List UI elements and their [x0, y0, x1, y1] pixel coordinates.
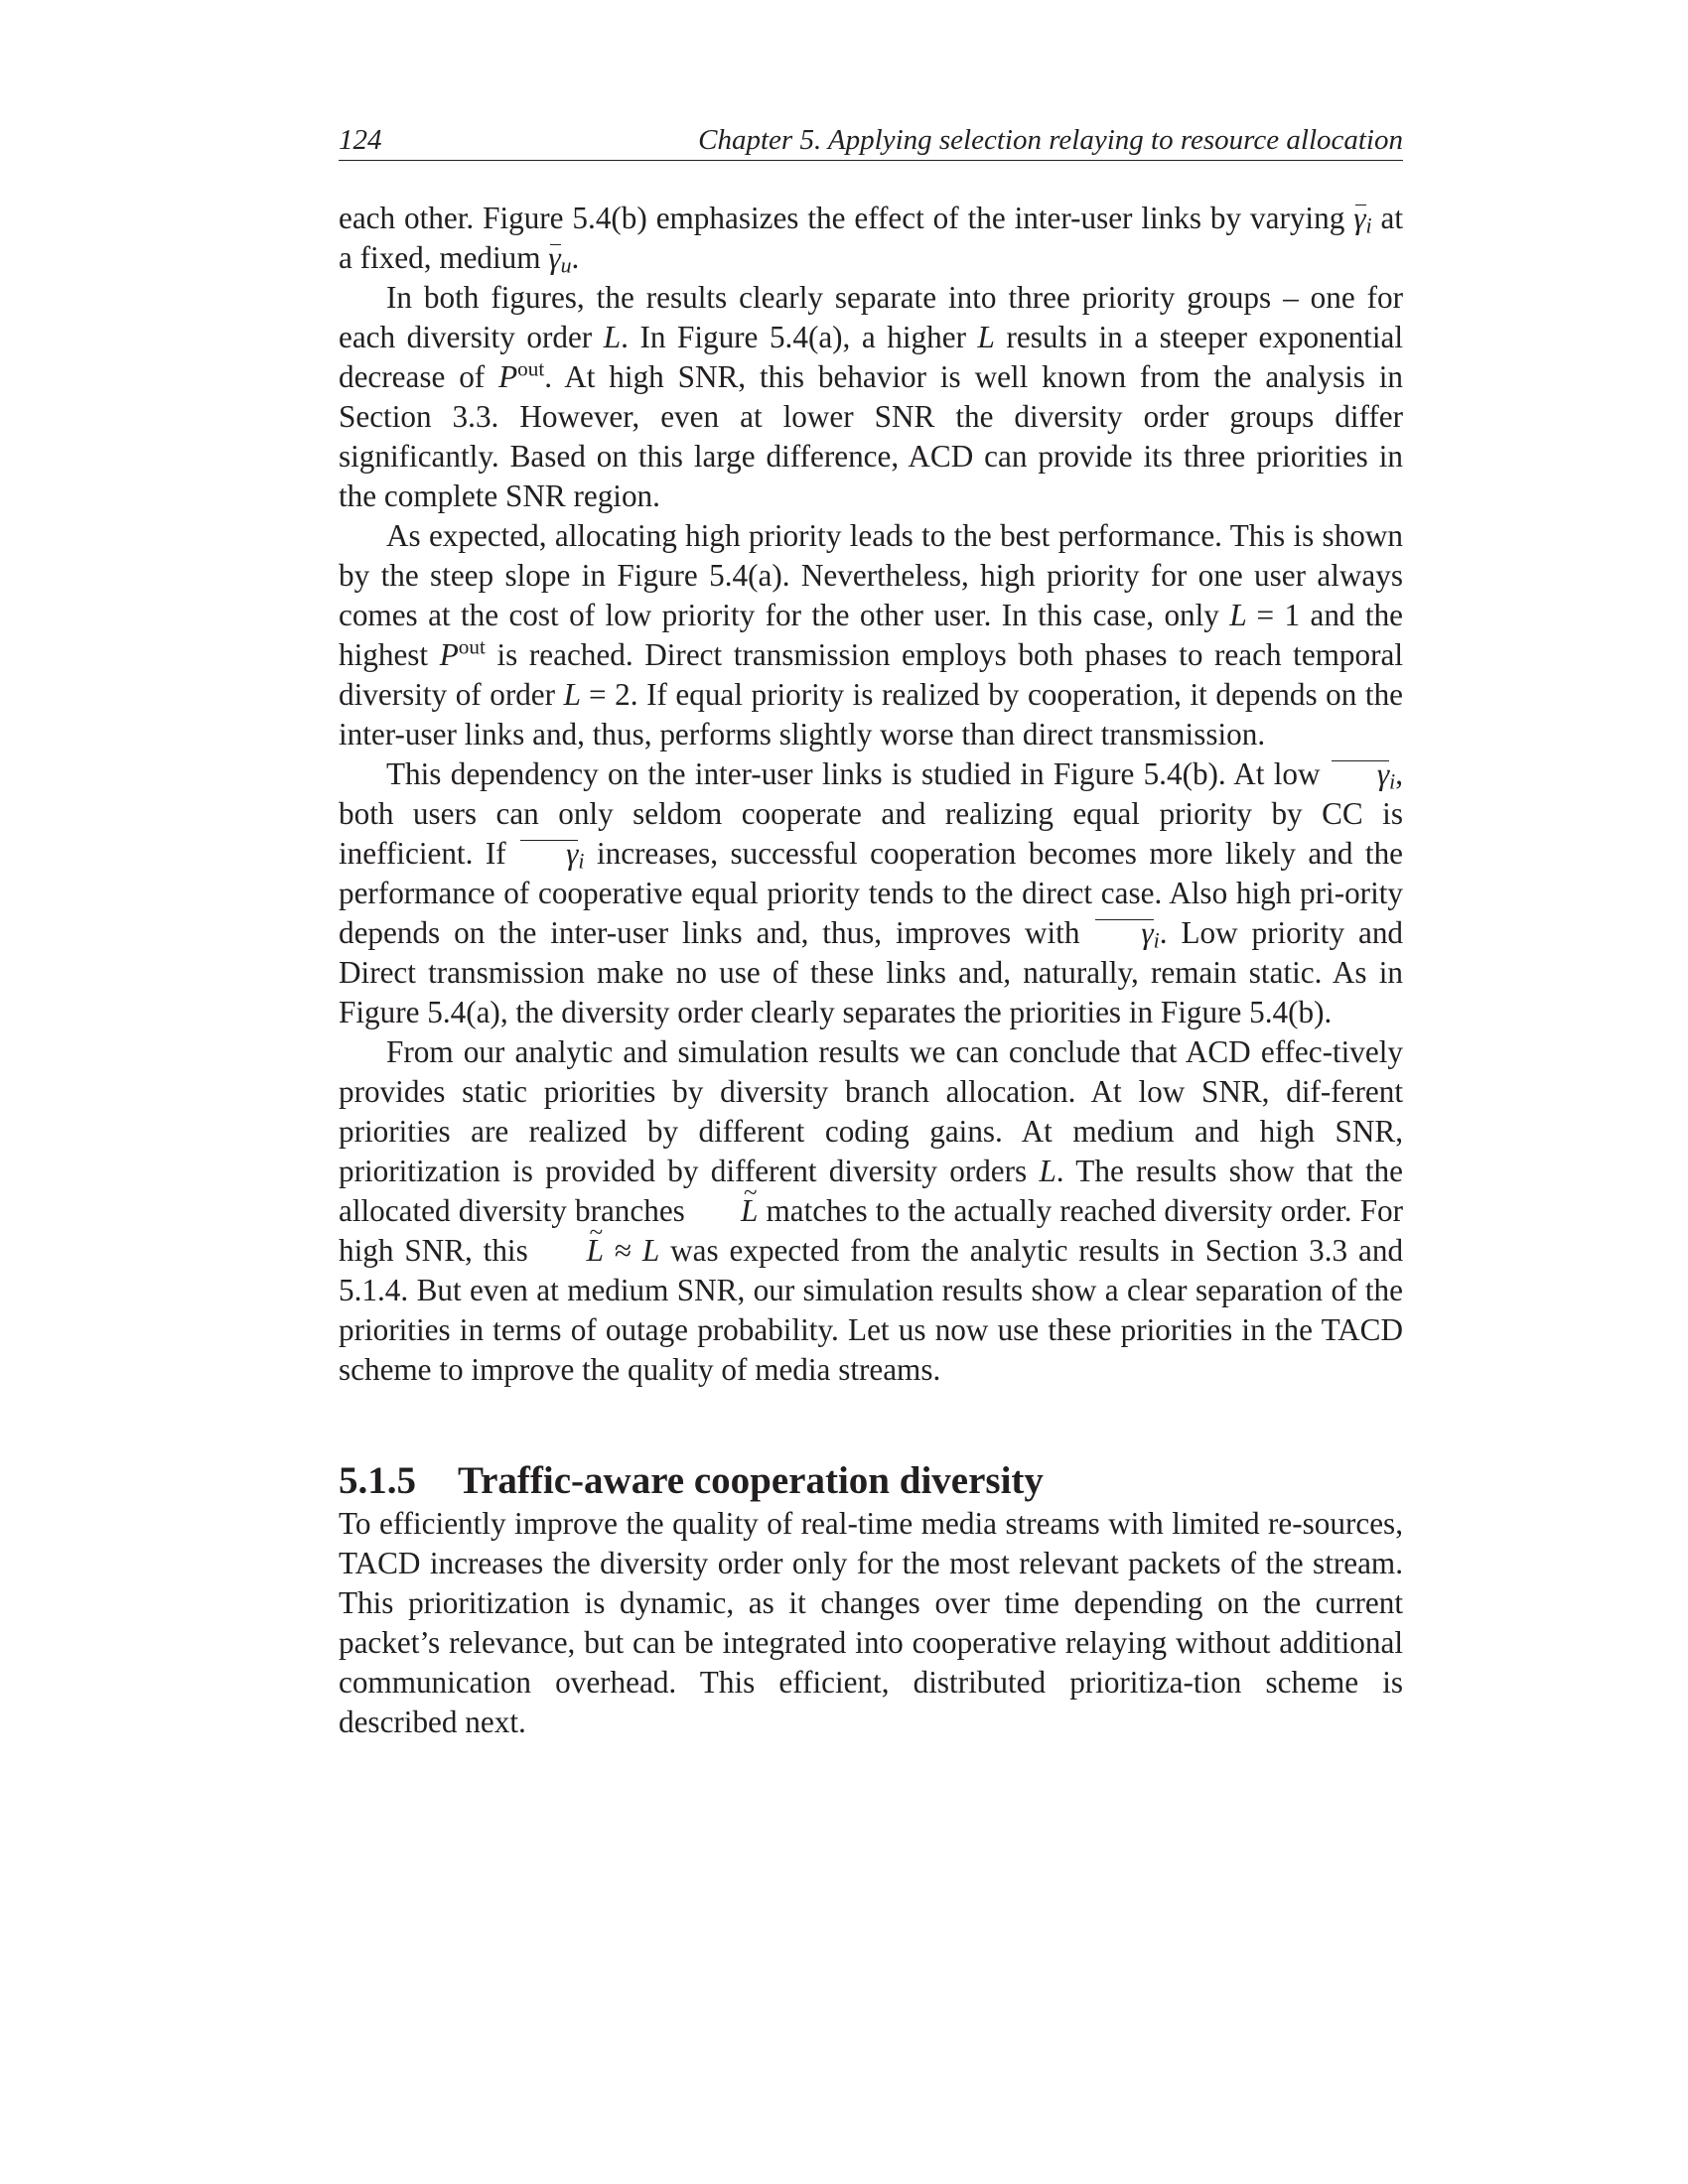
- equation-l-1: [1229, 598, 1300, 632]
- approx-symbol: ≈: [614, 1233, 632, 1268]
- p3-text-4: . If equal priority is realized by cooperation, it depends on the inter-user links and, thus, performs slightly worse than direct transmission.: [339, 677, 1404, 751]
- subscript-i: i: [1153, 928, 1160, 953]
- gamma-bar-i: [1093, 915, 1160, 953]
- diversity-order-L: L: [603, 320, 622, 354]
- p2-text-1: In both figures, the results clearly separate into three priority groups – one for each diversity order: [339, 280, 1403, 354]
- superscript-out: out: [517, 356, 545, 381]
- p3-text-3: is reached. Direct transmission employs both phases to reach temporal diversity of order: [339, 637, 1403, 712]
- p5-text-3: matches to the actually reached diversity order. For high SNR, this: [339, 1193, 1404, 1268]
- gamma-symbol: γ: [1353, 199, 1365, 238]
- subscript-i: i: [578, 849, 585, 874]
- p5-text-4: was expected from the analytic results in Section 3.3 and 5.1.4. But even at medium SNR, our simulation results show a clear separation of the priorities in terms of outage probability. Let us now use these priorities in the TACD scheme to improve the quality of media streams.: [339, 1233, 1404, 1387]
- section-title: Traffic-aware cooperation diversity: [458, 1459, 1044, 1502]
- body-text: [339, 199, 1403, 1742]
- gamma-symbol: γ: [518, 834, 578, 874]
- gamma-bar-i: [1353, 201, 1372, 238]
- section-heading: [339, 1458, 1403, 1504]
- page: [339, 123, 1403, 1742]
- gamma-symbol: γ: [548, 238, 560, 278]
- equals-one: = 1: [1256, 598, 1301, 632]
- diversity-order-L: L: [1039, 1154, 1056, 1188]
- paragraph-3: [339, 516, 1403, 754]
- subscript-i: i: [1389, 769, 1396, 794]
- running-head: [339, 123, 1403, 161]
- l-symbol: L: [563, 677, 581, 712]
- p5-text-2: . The results show that the allocated diversity branches: [339, 1154, 1403, 1228]
- p4-text-4: . Low priority and Direct transmission make no use of these links and, naturally, remain static. As in Figure 5.4(a), the diversity order clearly separates the priorities in Figure 5.4(b).: [339, 915, 1404, 1029]
- l-tilde: [693, 1193, 758, 1228]
- p1-text-3: .: [571, 240, 580, 275]
- paragraph-2: [339, 278, 1403, 516]
- p-out: [498, 356, 545, 394]
- p4-text-3: increases, successful cooperation becomes more likely and the performance of cooperative equal priority tends to the direct case. Also high pri-ority depends on the inter-user links and, thus, improves with: [339, 836, 1404, 950]
- p3-text-1: As expected, allocating high priority leads to the best performance. This is shown by the steep slope in Figure 5.4(a). Nevertheless, high priority for one user always comes at the cost of low priority for the other user. In this case, only: [339, 518, 1403, 632]
- diversity-order-L: L: [977, 320, 995, 354]
- p-symbol: P: [439, 637, 459, 672]
- paragraph-4: [339, 754, 1403, 1032]
- subscript-u: u: [560, 253, 572, 278]
- equals-two: = 2: [588, 677, 631, 712]
- p3-text-2: and the highest: [339, 598, 1404, 672]
- section-paragraph: To efficiently improve the quality of real-time media streams with limited re-sources, TACD increases the diversity order only for the most relevant packets of the stream. This prioritization is dynamic, as it changes over time depending on the current packet’s relevance, but can be integrated into cooperative relaying without additional communication overhead. This efficient, distributed prioritiza-tion scheme is described next.: [339, 1506, 1403, 1739]
- gamma-bar-i: [1330, 756, 1396, 794]
- l-tilde-symbol: ~ L: [693, 1191, 758, 1231]
- gamma-symbol: γ: [1330, 754, 1389, 794]
- l-symbol: L: [1229, 598, 1247, 632]
- gamma-bar-i: [518, 836, 585, 874]
- equation-l-2: [564, 677, 631, 712]
- page-number: 124: [339, 124, 382, 156]
- p2-text-2: . In Figure 5.4(a), a higher: [621, 320, 966, 354]
- p5-text-1: From our analytic and simulation results we can conclude that ACD effec-tively provides static priorities by diversity branch allocation. At low SNR, dif-ferent priorities are realized by different coding gains. At medium and high SNR, prioritization is provided by different diversity orders: [339, 1034, 1403, 1188]
- l-tilde-symbol: ~ L: [539, 1231, 604, 1271]
- p1-text-2: at a fixed, medium: [339, 201, 1404, 275]
- p1-text-1: each other. Figure 5.4(b) emphasizes the effect of the inter-user links by varying: [339, 201, 1345, 235]
- gamma-bar-u: [548, 240, 572, 278]
- l-tilde-approx-l: [539, 1233, 660, 1268]
- section-number: 5.1.5: [339, 1459, 416, 1502]
- l-symbol: L: [641, 1233, 660, 1268]
- paragraph-1: [339, 199, 1403, 278]
- superscript-out: out: [458, 634, 486, 659]
- p4-text-1: This dependency on the inter-user links is studied in Figure 5.4(b). At low: [386, 756, 1321, 791]
- p4-text-2: , both users can only seldom cooperate and realizing equal priority by CC is inefficient. If: [339, 756, 1403, 871]
- gamma-symbol: γ: [1093, 913, 1153, 953]
- p2-text-3: results in a steeper exponential decrease of: [339, 320, 1404, 394]
- paragraph-5: [339, 1032, 1403, 1390]
- p-out: [439, 634, 486, 672]
- subscript-i: i: [1365, 213, 1372, 238]
- p2-text-4: . At high SNR, this behavior is well known from the analysis in Section 3.3. However, even at lower SNR the diversity order groups differ significantly. Based on this large difference, ACD can provide its three priorities in the complete SNR region.: [339, 359, 1404, 513]
- p-symbol: P: [498, 359, 518, 394]
- chapter-title: Chapter 5. Applying selection relaying to resource allocation: [698, 124, 1403, 156]
